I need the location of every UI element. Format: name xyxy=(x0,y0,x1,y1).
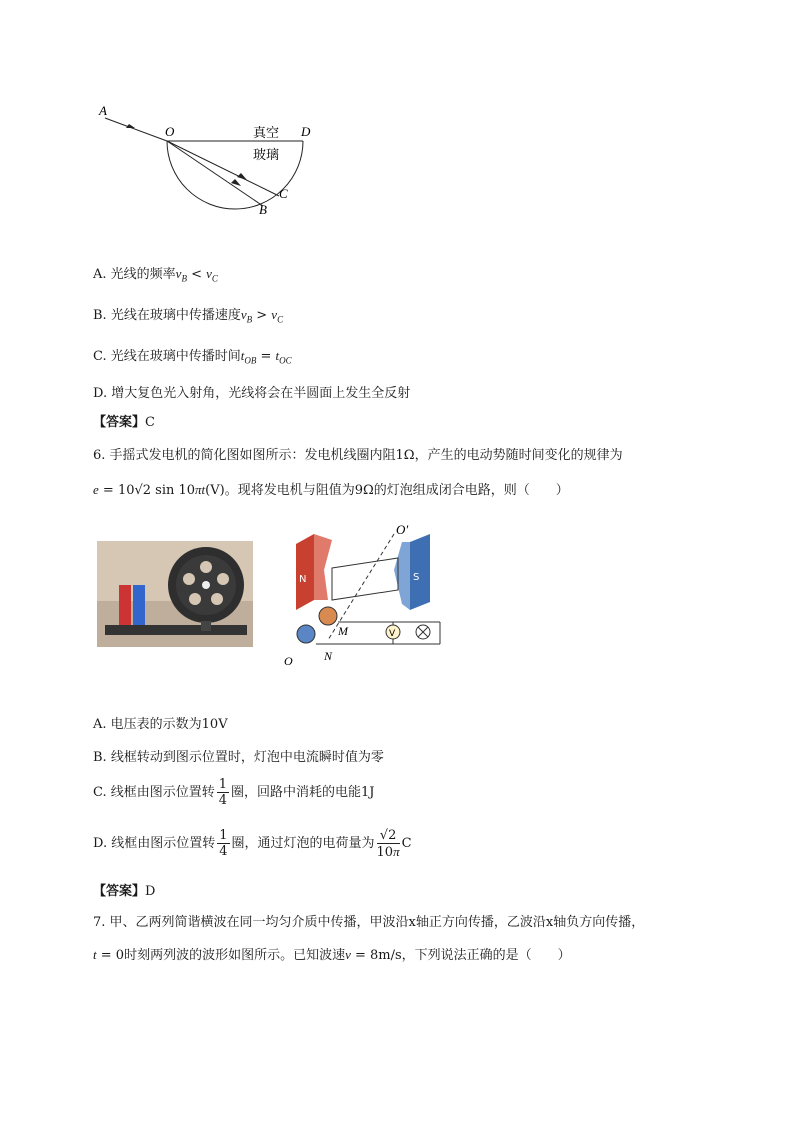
magnet-n-label: N xyxy=(299,574,307,585)
q6-stem-line1: 6. 手摇式发电机的简化图如图所示：发电机线圈内阻1Ω，产生的电动势随时间变化的规律为 xyxy=(93,448,623,463)
q6-option-b: B. 线框转动到图示位置时，灯泡中电流瞬时值为零 xyxy=(93,750,384,765)
label-C: C xyxy=(279,186,288,201)
label-O: O xyxy=(165,124,175,139)
voltmeter-label: V xyxy=(389,629,396,639)
generator-photo xyxy=(97,541,253,647)
label-glass: 玻璃 xyxy=(253,148,280,163)
generator-schematic xyxy=(280,520,450,670)
q5-option-c: C. 光线在玻璃中传播时间$t_{OB} = t_{OC}$ xyxy=(93,348,292,366)
label-N-brush: N xyxy=(324,649,333,663)
q5-option-b: B. 光线在玻璃中传播速度$v_B > v_C$ xyxy=(93,307,284,325)
q5-option-a: A. 光线的频率$\nu_B < \nu_C$ xyxy=(93,266,218,284)
q6-option-c: C. 线框由图示位置转 $\frac{1}{4}$ 圈，回路中消耗的电能1J xyxy=(93,777,375,808)
q6-option-a: A. 电压表的示数为10V xyxy=(93,717,228,732)
label-A: A xyxy=(99,103,107,118)
q5-option-d: D. 增大复色光入射角，光线将会在半圆面上发生全反射 xyxy=(93,386,411,401)
label-M: M xyxy=(338,624,348,638)
q5-answer: 【答案】C xyxy=(93,415,155,430)
label-vacuum: 真空 xyxy=(253,126,280,141)
magnet-s-label: S xyxy=(413,572,420,583)
q6-stem-line2: e = 10√2 sin 10πt(V)。现将发电机与阻值为9Ω的灯泡组成闭合电路，则（ ） xyxy=(93,482,569,498)
label-D: D xyxy=(301,124,311,139)
q7-stem-line1: 7. 甲、乙两列简谐横波在同一均匀介质中传播，甲波沿x轴正方向传播，乙波沿x轴负方向传播， xyxy=(93,915,645,930)
label-O-axis: O xyxy=(284,654,293,668)
label-B: B xyxy=(259,202,267,217)
axis-o-prime-label: O′ xyxy=(396,522,409,537)
q7-stem-line2: t = 0时刻两列波的波形如图所示。已知波速v = 8m/s，下列说法正确的是（ ） xyxy=(93,947,571,963)
refraction-figure xyxy=(95,100,335,220)
q6-answer: 【答案】D xyxy=(93,884,156,899)
q6-option-d: D. 线框由图示位置转 $\frac{1}{4}$ 圈，通过灯泡的电荷量为 $\frac{√2}{10\pi}$ C xyxy=(93,827,412,860)
